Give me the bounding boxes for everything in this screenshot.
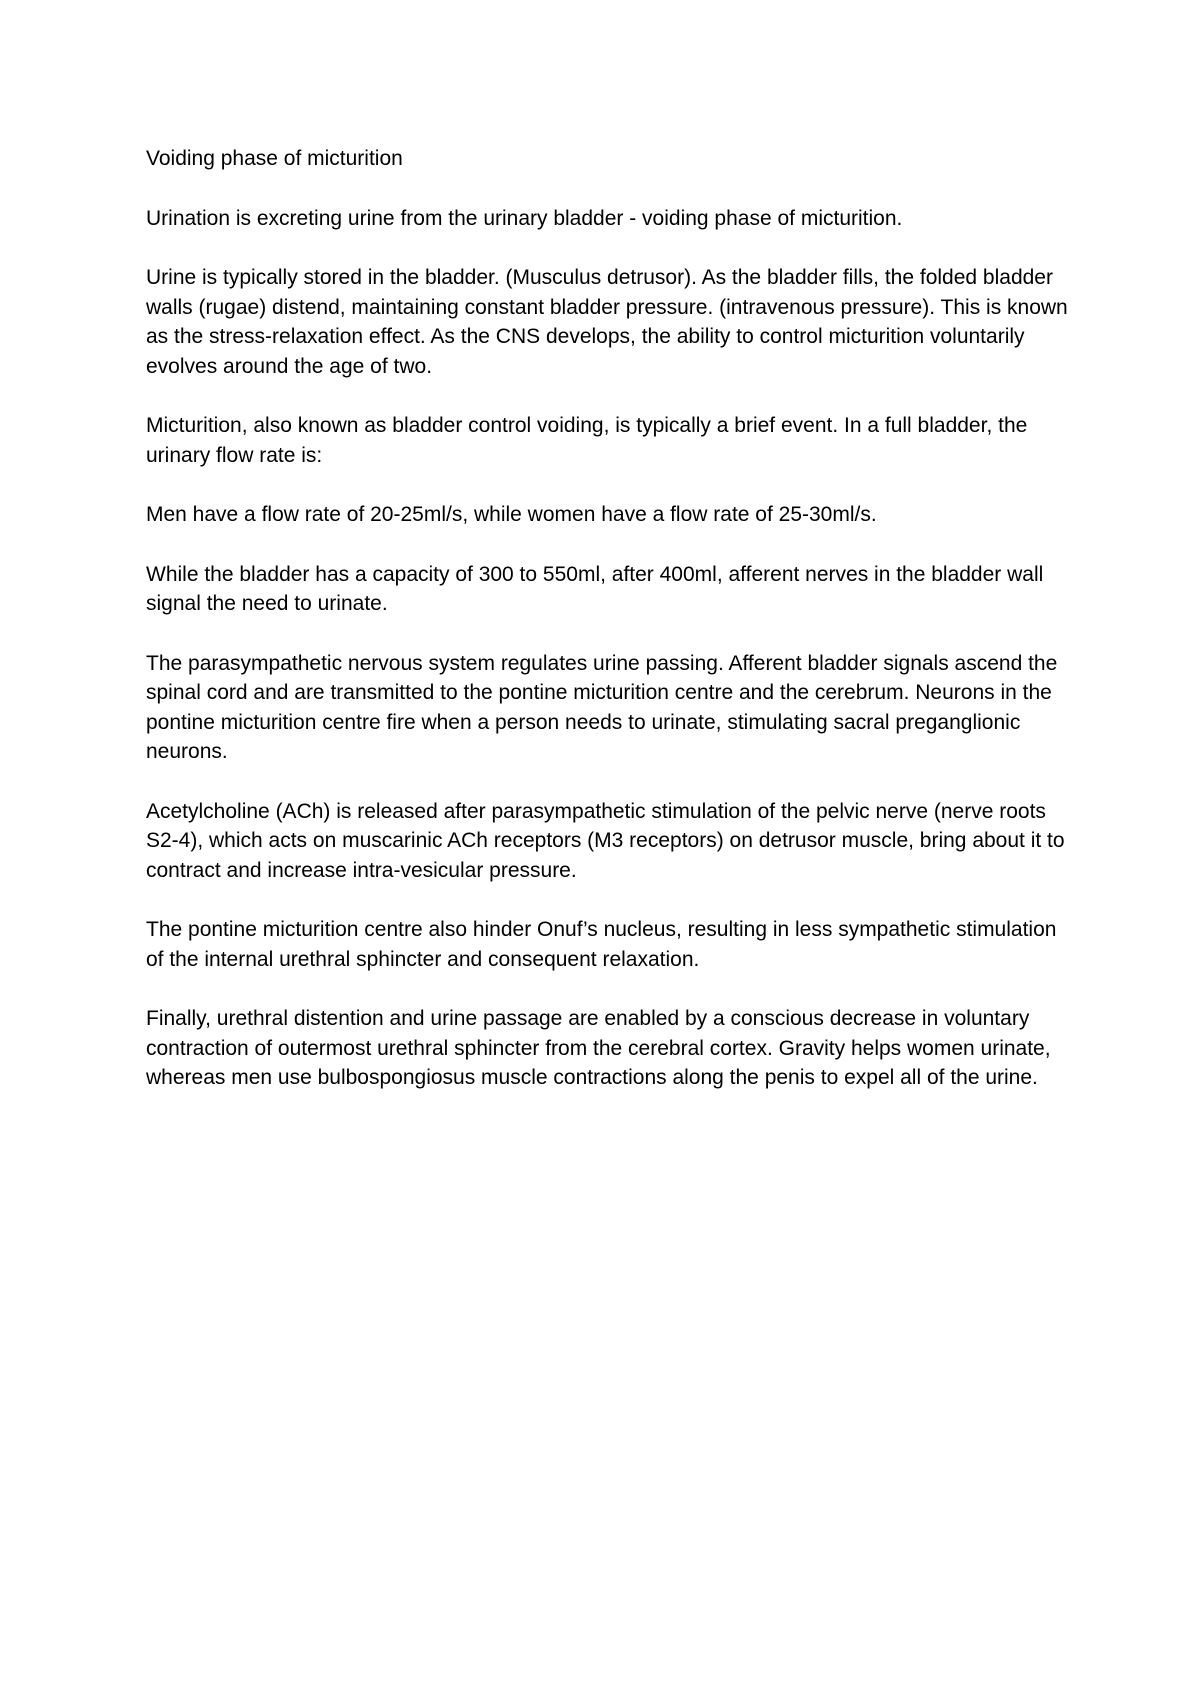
paragraph-voiding: Micturition, also known as bladder control voiding, is typically a brief event. In a full bladder, the urinary flow rate is: [146,414,1028,467]
paragraph-capacity: While the bladder has a capacity of 300 to 550ml, after 400ml, afferent nerves in the bladder wall signal the need to urinate. [146,562,1044,615]
paragraph-flow-rate: Men have a flow rate of 20-25ml/s, while women have a flow rate of 25-30ml/s. [146,503,877,526]
paragraph-urination: Urination is excreting urine from the urinary bladder - voiding phase of micturition. [146,206,903,230]
paragraph-pontine-centre: The pontine micturition centre also hinder Onuf’s nucleus, resulting in less sympathetic stimulation of the internal urethral sphincter and consequent relaxation. [146,918,1057,971]
paragraph-storage: Urine is typically stored in the bladder. (Musculus detrusor). As the bladder fills, the folded bladder walls (rugae) distend, maintaining constant bladder pressure. (intravenous pressure). This is known as the stress-relaxation effect. As the CNS develops, the ability to control micturition voluntarily evolves around the age of two. [146,266,1068,378]
paragraph-conclusion: Finally, urethral distention and urine passage are enabled by a conscious decrease in voluntary contraction of outermost urethral sphincter from the cerebral cortex. Gravity helps women urinate, whereas men use bulbospongiosus muscle contractions along the penis to expel all of the urine. [146,1007,1051,1089]
document-title: Voiding phase of micturition [146,147,403,170]
document-body [146,144,1076,1123]
paragraph-parasympathetic: The parasympathetic nervous system regulates urine passing. Afferent bladder signals ascend the spinal cord and are transmitted to the pontine micturition centre and the cerebrum. Neurons in the pontine micturition centre fire when a person needs to urinate, stimulating sacral preganglionic neurons. [146,651,1058,763]
paragraph-acetylcholine: Acetylcholine (ACh) is released after parasympathetic stimulation of the pelvic nerve (nerve roots S2-4), which acts on muscarinic ACh receptors (M3 receptors) on detrusor muscle, bring about it to contract and increase intra-vesicular pressure. [146,799,1065,882]
